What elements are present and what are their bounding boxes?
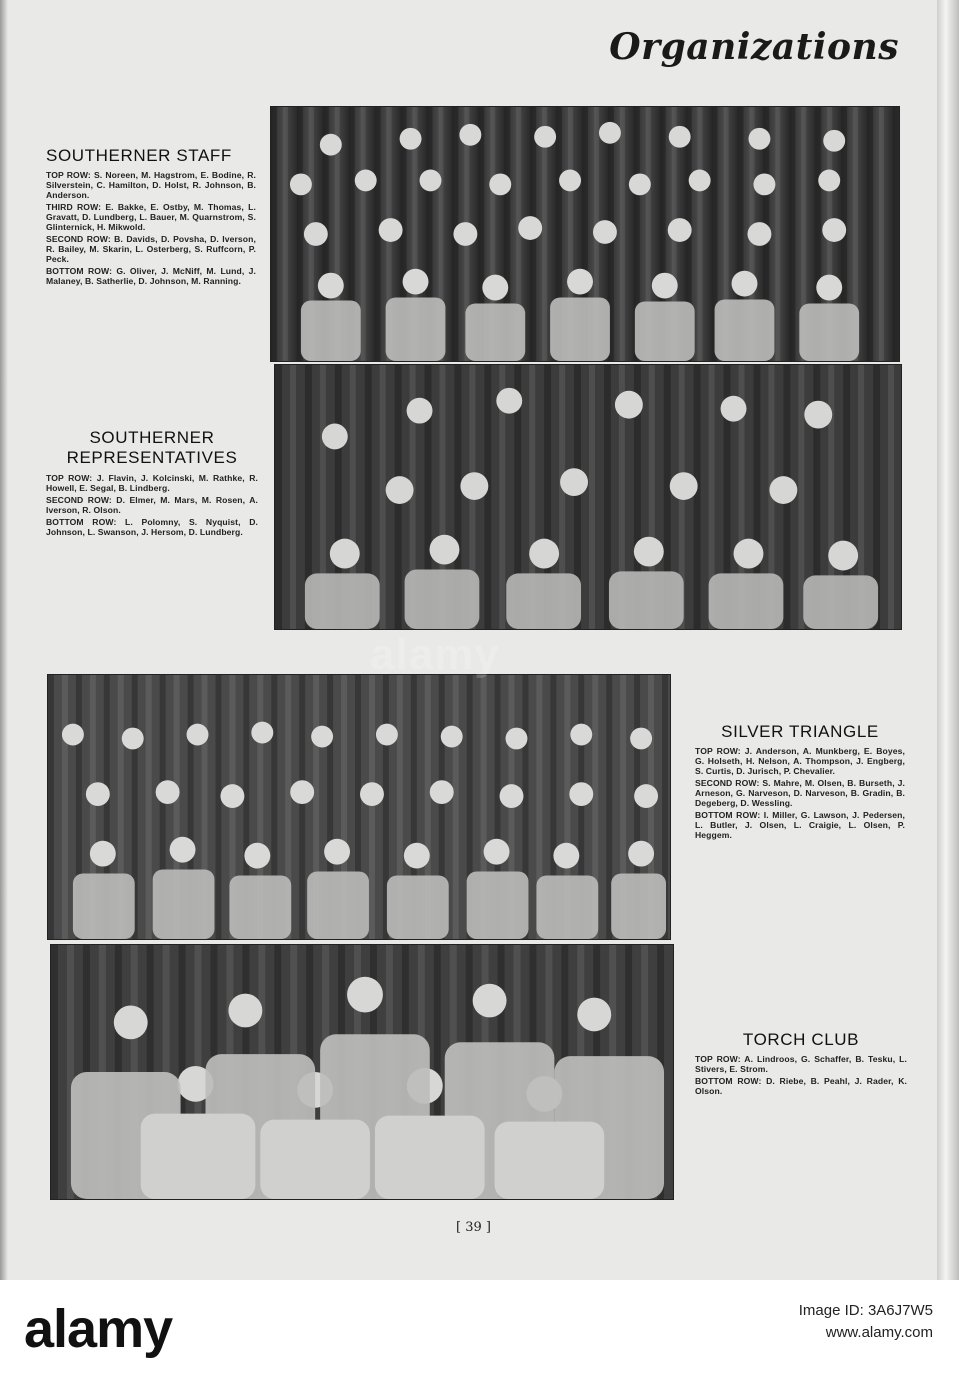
row-names: BOTTOM ROW: G. Oliver, J. McNiff, M. Lund, J. Malaney, B. Satherlie, D. Johnson, M. Ranning. <box>46 266 256 286</box>
row-names: TOP ROW: A. Lindroos, G. Schaffer, B. Tesku, L. Stivers, E. Strom. <box>695 1054 907 1074</box>
silver-triangle-caption <box>695 722 905 840</box>
row-names: THIRD ROW: E. Bakke, E. Ostby, M. Thomas, L. Gravatt, D. Lundberg, L. Bauer, M. Quarnstrom, S. Glinternick, H. Mikwold. <box>46 202 256 232</box>
image-meta <box>799 1300 933 1344</box>
torch-club-photo <box>50 944 674 1200</box>
torch-club-caption <box>695 1030 907 1096</box>
image-id: Image ID: 3A6J7W5 <box>798 1302 933 1319</box>
row-names: SECOND ROW: B. Davids, D. Povsha, D. Iverson, R. Bailey, M. Skarin, L. Osterberg, S. Ruffcorn, P. Peck. <box>46 234 256 264</box>
page-edge <box>937 0 959 1280</box>
row-names: BOTTOM ROW: I. Miller, G. Lawson, J. Pedersen, L. Butler, J. Olsen, L. Craigie, L. Olsen, P. Heggem. <box>695 810 905 840</box>
silver-triangle-photo <box>47 674 671 940</box>
watermark: alamy <box>370 630 500 679</box>
row-names: TOP ROW: J. Flavin, J. Kolcinski, M. Rathke, R. Howell, E. Segal, B. Lindberg. <box>46 473 258 493</box>
row-names: TOP ROW: J. Anderson, A. Munkberg, E. Boyes, G. Holseth, H. Nelson, A. Thompson, J. Engberg, S. Curtis, D. Jurisch, P. Chevalier. <box>695 746 905 776</box>
section-title: SOUTHERNER STAFF <box>46 146 232 165</box>
alamy-logo: alamy <box>24 1299 173 1359</box>
row-names: SECOND ROW: S. Mahre, M. Olsen, B. Burseth, J. Arneson, G. Narveson, D. Narveson, B. Gradin, B. Degeberg, D. Wessling. <box>695 778 905 808</box>
page-heading: Organizations <box>609 26 899 68</box>
row-names: BOTTOM ROW: L. Polomny, S. Nyquist, D. Johnson, L. Swanson, J. Hersom, D. Lundberg. <box>46 517 258 537</box>
southerner-staff-caption <box>46 146 256 286</box>
southerner-representatives-caption <box>46 428 258 537</box>
section-title: TORCH CLUB <box>742 1030 860 1049</box>
row-names: BOTTOM ROW: D. Riebe, B. Peahl, J. Rader, K. Olson. <box>695 1076 907 1096</box>
page-number: [ 39 ] <box>456 1220 491 1235</box>
row-names: TOP ROW: S. Noreen, M. Hagstrom, E. Bodine, R. Silverstein, C. Hamilton, D. Holst, R. Johnson, B. Anderson. <box>46 170 256 200</box>
southerner-staff-photo <box>270 106 900 362</box>
stock-footer <box>0 1280 959 1390</box>
row-names: SECOND ROW: D. Elmer, M. Mars, M. Rosen, A. Iverson, R. Olson. <box>46 495 258 515</box>
section-title: SILVER TRIANGLE <box>721 722 879 741</box>
section-title: SOUTHERNER REPRESENTATIVES <box>66 428 238 467</box>
southerner-representatives-photo <box>274 364 902 630</box>
page-gutter-shadow <box>0 0 8 1280</box>
site-url: www.alamy.com <box>825 1324 933 1341</box>
